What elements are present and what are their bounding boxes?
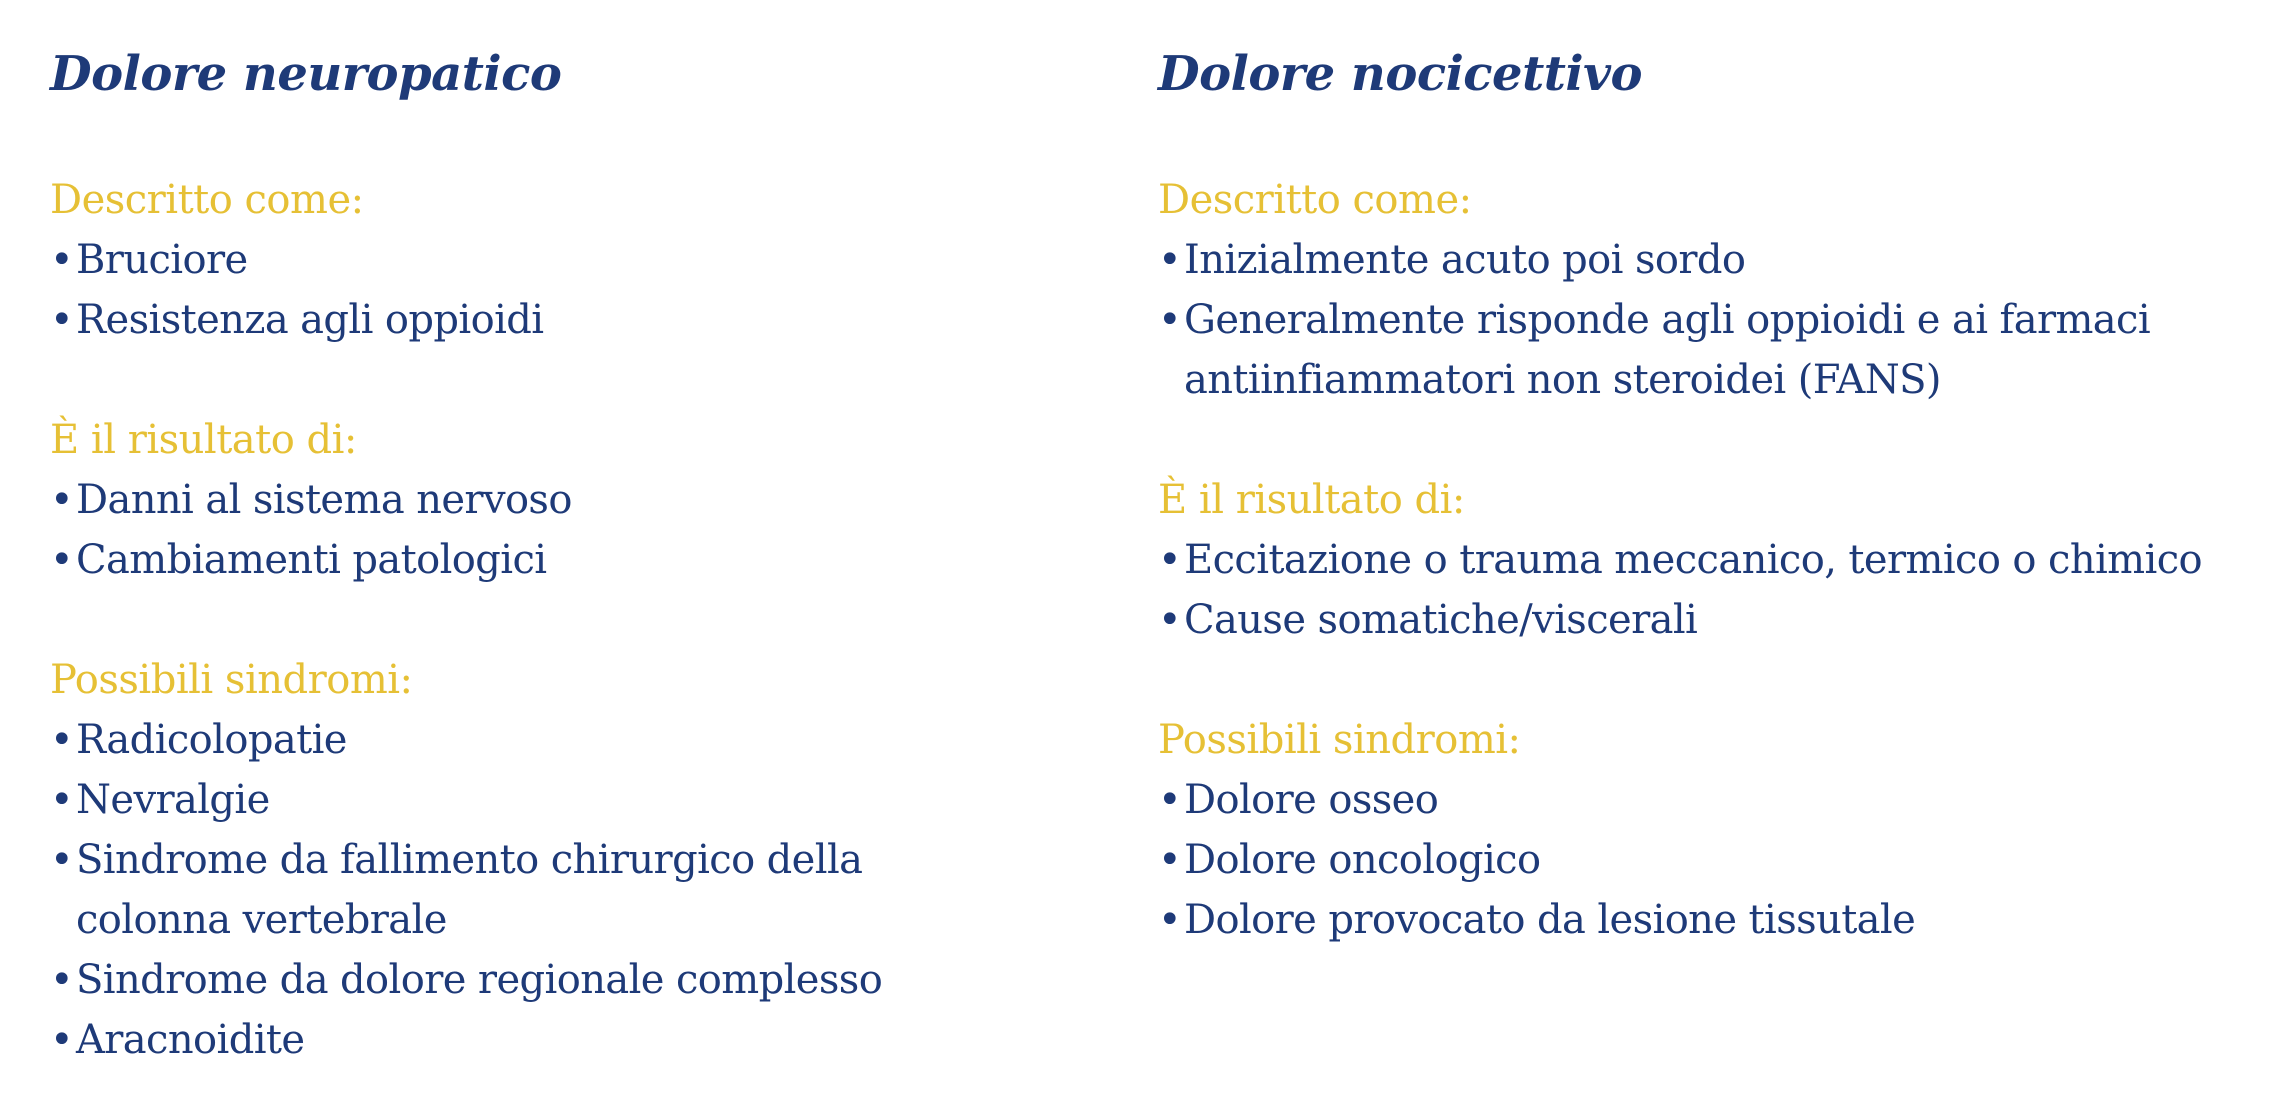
- neuropathic-pain-column: [50, 38, 1110, 1070]
- section-heading: È il risultato di:: [50, 417, 357, 463]
- list-item: • Generalmente risponde agli oppioidi e ai farmaci antiinfiammatori non steroidei (FANS): [1158, 290, 2244, 410]
- bullet-list: [1158, 530, 2278, 650]
- section-causes: [1158, 470, 2278, 650]
- section-description: [50, 170, 1110, 350]
- bullet-list: [50, 470, 1110, 590]
- section-heading: Possibili sindromi:: [50, 657, 413, 703]
- bullet-list: [1158, 770, 2278, 950]
- list-item: • Danni al sistema nervoso: [50, 470, 1110, 530]
- list-item: • Dolore provocato da lesione tissutale: [1158, 890, 2278, 950]
- list-item: • Sindrome da fallimento chirurgico della colonna vertebrale: [50, 830, 976, 950]
- list-item: • Resistenza agli oppioidi: [50, 290, 1110, 350]
- list-item: • Cause somatiche/viscerali: [1158, 590, 2278, 650]
- section-causes: [50, 410, 1110, 590]
- list-item: • Radicolopatie: [50, 710, 1110, 770]
- section-syndromes: [50, 650, 1110, 1070]
- bullet-list: [50, 230, 1110, 350]
- column-title: Dolore nocicettivo: [1158, 46, 1643, 102]
- section-heading: È il risultato di:: [1158, 477, 1465, 523]
- list-item: • Dolore osseo: [1158, 770, 2278, 830]
- list-item: • Dolore oncologico: [1158, 830, 2278, 890]
- section-description: [1158, 170, 2278, 410]
- list-item: • Cambiamenti patologici: [50, 530, 1110, 590]
- bullet-list: [1158, 230, 2278, 410]
- section-heading: Descritto come:: [50, 177, 364, 223]
- nociceptive-pain-column: [1158, 38, 2278, 950]
- bullet-list: [50, 710, 1110, 1070]
- column-title: Dolore neuropatico: [50, 46, 562, 102]
- list-item: • Bruciore: [50, 230, 1110, 290]
- section-syndromes: [1158, 710, 2278, 950]
- list-item: • Inizialmente acuto poi sordo: [1158, 230, 2278, 290]
- section-heading: Possibili sindromi:: [1158, 717, 1521, 763]
- list-item: • Aracnoidite: [50, 1010, 1110, 1070]
- list-item: • Sindrome da dolore regionale complesso: [50, 950, 1110, 1010]
- list-item: • Eccitazione o trauma meccanico, termico o chimico: [1158, 530, 2278, 590]
- section-heading: Descritto come:: [1158, 177, 1472, 223]
- list-item: • Nevralgie: [50, 770, 1110, 830]
